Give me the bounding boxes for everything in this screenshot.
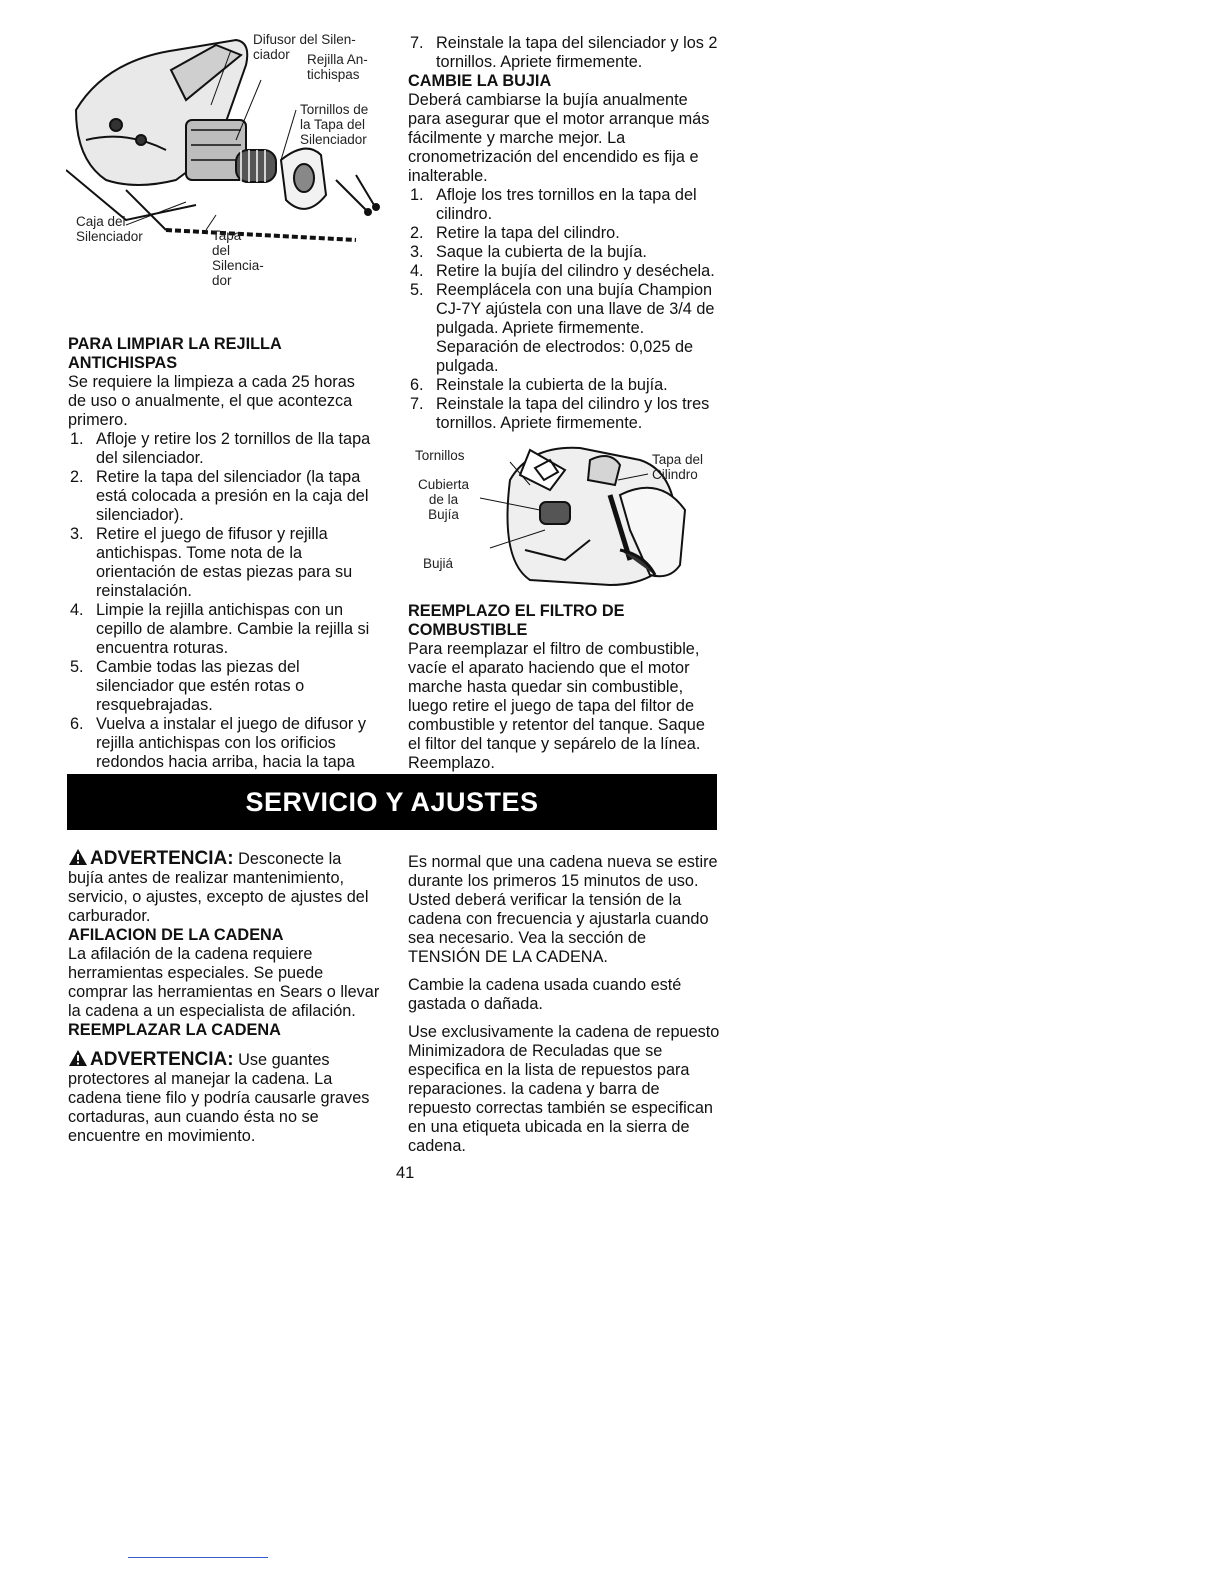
step-number: 1. [410,186,424,204]
reemplazar-heading: REEMPLAZAR LA CADENA [68,1021,281,1039]
step-number: 1. [70,430,84,448]
step-text: Retire la tapa del cilindro. [436,224,620,242]
step-number: 5. [70,658,84,676]
figure2-label-tornillos: Tornillos [415,448,465,463]
servicio-right [408,853,720,1156]
filtro-heading: REEMPLAZO EL FILTRO DE COMBUSTIBLE [408,602,625,639]
step-number: 2. [70,468,84,486]
step-number: 7. [410,395,424,413]
step-text: Retire la bujía del cilindro y deséchela. [436,262,715,280]
list-item [408,281,720,376]
afilacion-text: La afilación de la cadena requiere herramientas especiales. Se puede comprar las herramientas en Sears o llevar la cadena a un especialista de afilación. [68,945,380,1020]
step-number: 2. [410,224,424,242]
servicio-left [68,848,380,1146]
step-number: 3. [70,525,84,543]
warning-1 [68,848,380,926]
bujia-steps [408,186,720,433]
figure-label-difusor: Difusor del Silen- ciador [253,32,356,62]
step-text: Afloje y retire los 2 tornillos de lla tapa del silenciador. [96,430,371,467]
section-banner: SERVICIO Y AJUSTES [67,774,717,830]
warning-1-text: Desconecte la bujía antes de realizar mantenimiento, servicio, o ajustes, excepto de ajustes del carburador. [68,850,369,925]
list-item [68,468,373,525]
step-number: 3. [410,243,424,261]
right-column-top [408,34,720,433]
afilacion-heading: AFILACION DE LA CADENA [68,926,284,944]
list-item [408,262,720,281]
step-text: Vuelva a instalar el juego de difusor y rejilla antichispas con los orificios redondos hacia arriba, hacia la tapa [96,715,367,771]
figure-label-caja: Caja del Silenciador [76,214,143,244]
step-number: 7. [410,34,424,52]
list-item [408,243,720,262]
figure-label-rejilla: Rejilla An- tichispas [307,52,368,82]
figure2-label-bujia: Bujiá [423,556,454,571]
step-text: Retire el juego de fifusor y rejilla antichispas. Tome nota de la orientación de estas piezas para su reinstalación. [96,525,353,600]
cambie-paragraph: Cambie la cadena usada cuando esté gastada o dañada. [408,976,682,1013]
footer-rule [128,1557,268,1558]
list-item [408,376,720,395]
spacer [68,1040,380,1049]
bujia-intro: Deberá cambiarse la bujía anualmente para asegurar que el motor arranque más fácilmente y marche mejor. La cronometrización del encendido es fija e inalterable. [408,91,710,185]
warning-2-text: Use guantes protectores al manejar la cadena. La cadena tiene filo y podría causarle graves cortaduras, aun cuando ésta no se encuentre en movimiento. [68,1051,370,1145]
warning-icon [68,1049,88,1067]
step-number: 4. [410,262,424,280]
rejilla-heading: PARA LIMPIAR LA REJILLA ANTICHISPAS [68,335,282,372]
figure-label-tornillos: Tornillos de la Tapa del Silenciador [300,102,369,147]
figure2-label-cubierta: Cubierta de la Bujía [418,477,470,522]
list-item [68,601,373,658]
step-number: 4. [70,601,84,619]
step-text: Retire la tapa del silenciador (la tapa está colocada a presión en la caja del silenciador). [96,468,369,524]
figure-label-tapa: Tapa del Silencia- dor [212,228,264,288]
step-text: Limpie la rejilla antichispas con un cepillo de alambre. Cambie la rejilla si encuentra roturas. [96,601,370,657]
spacer [408,1014,720,1023]
step-text: Saque la cubierta de la bujía. [436,243,647,261]
list-item [408,34,720,72]
step-text: Cambie todas las piezas del silenciador que estén rotas o resquebrajadas. [96,658,305,714]
rejilla-intro: Se requiere la limpieza a cada 25 horas de uso o anualmente, el que acontezca primero. [68,373,355,429]
step-number: 6. [70,715,84,733]
list-item [408,186,720,224]
list-item [68,658,373,715]
step-text: Afloje los tres tornillos en la tapa del cilindro. [436,186,697,223]
repuesto-paragraph: Use exclusivamente la cadena de repuesto Minimizadora de Reculadas que se especifica en la lista de repuestos para reparaciones. la cadena y barra de repuesto correctas también se especifican en una etiqueta ubicada en la sierra de cadena. [408,1023,720,1155]
list-item [408,395,720,433]
warning-icon [68,848,88,866]
step-number: 5. [410,281,424,299]
rejilla-steps [68,430,373,791]
bujia-heading: CAMBIE LA BUJIA [408,72,552,90]
warning-2-label: ADVERTENCIA: [90,1049,234,1070]
list-item [408,224,720,243]
page-number: 41 [396,1164,415,1182]
step-text: Reemplácela con una bujía Champion CJ-7Y ajústela con una llave de 3/4 de pulgada. Apriete firmemente. Separación de electrodos: 0,025 de pulgada. [436,281,715,375]
spacer [408,967,720,976]
step-text: Reinstale la tapa del cilindro y los tres tornillos. Apriete firmemente. [436,395,710,432]
step-text: Reinstale la cubierta de la bujía. [436,376,668,394]
rejilla-section [68,335,373,791]
tension-paragraph: Es normal que una cadena nueva se estire durante los primeros 15 minutos de uso. Usted deberá verificar la tensión de la cadena con frecuencia y ajustarla cuando sea necesario. Vea la sección de TENSIÓN DE LA CADENA. [408,853,718,966]
filtro-body: Para reemplazar el filtro de combustible, vacíe el aparato haciendo que el motor marche hasta quedar sin combustible, luego retire el juego de tapa del filtor de combustible y retentor del tanque. Saque el filtor del tanque y sepárelo de la línea. Reemplazo. [408,640,705,772]
list-item [68,430,373,468]
warning-1-label: ADVERTENCIA: [90,848,234,869]
rejilla-steps-continued [408,34,720,72]
list-item [68,525,373,601]
step-number: 6. [410,376,424,394]
warning-2 [68,1049,380,1146]
figure2-label-tapa: Tapa del Cilindro [652,452,704,482]
filtro-section [408,602,720,773]
step-text: Reinstale la tapa del silenciador y los 2 tornillos. Apriete firmemente. [436,34,718,71]
